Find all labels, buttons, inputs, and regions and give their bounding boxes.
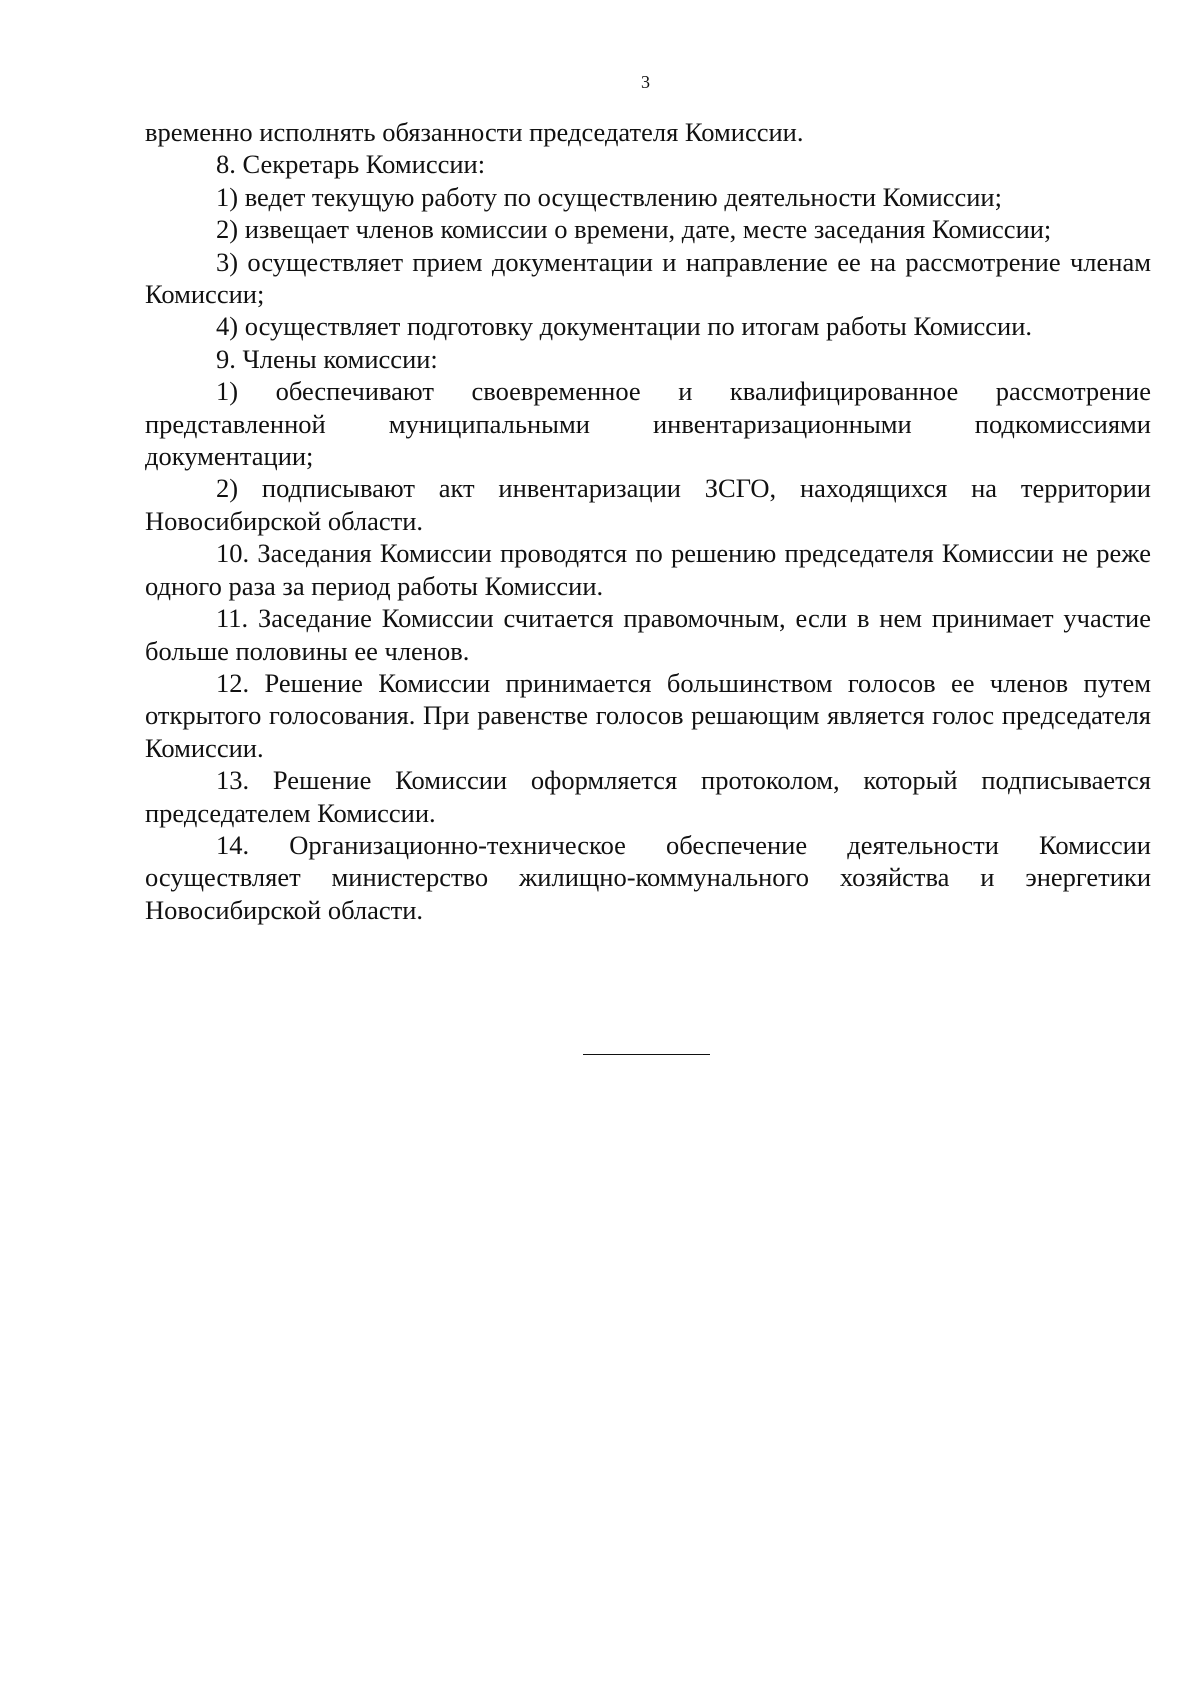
document-body bbox=[145, 116, 1151, 926]
clause-9-item-2: 2) подписывают акт инвентаризации ЗСГО, находящихся на территории Новосибирской области. bbox=[145, 473, 1151, 536]
clause-8-item-3: 3) осуществляет прием документации и направление ее на рассмотрение членам Комиссии; bbox=[145, 246, 1151, 310]
clause-10: 10. Заседания Комиссии проводятся по решению председателя Комиссии не реже одного раза за период работы Комиссии. bbox=[145, 538, 1151, 601]
clause-11: 11. Заседание Комиссии считается правомочным, если в нем принимает участие больше половины ее членов. bbox=[145, 603, 1151, 666]
clause-8-item-4: 4) осуществляет подготовку документации по итогам работы Комиссии. bbox=[216, 311, 1033, 342]
end-of-document-rule bbox=[583, 1054, 710, 1055]
clause-9-heading: 9. Члены комиссии: bbox=[216, 343, 438, 374]
clause-12: 12. Решение Комиссии принимается большинством голосов ее членов путем открытого голосования. При равенстве голосов решающим является голос председателя Комиссии. bbox=[145, 667, 1151, 763]
clause-14: 14. Организационно-техническое обеспечение деятельности Комиссии осуществляет министерство жилищно-коммунального хозяйства и энергетики Новосибирской области. bbox=[145, 829, 1151, 925]
clause-8-heading: 8. Секретарь Комиссии: bbox=[216, 149, 486, 180]
paragraph-continuation: временно исполнять обязанности председателя Комиссии. bbox=[145, 117, 804, 147]
clause-8-item-2: 2) извещает членов комиссии о времени, дате, месте заседания Комиссии; bbox=[216, 214, 1052, 245]
clause-8-item-1: 1) ведет текущую работу по осуществлению деятельности Комиссии; bbox=[216, 181, 1002, 212]
clause-9-item-1: 1) обеспечивают своевременное и квалифицированное рассмотрение представленной муниципальными инвентаризационными подкомиссиями документации; bbox=[145, 376, 1151, 472]
page-number: 3 bbox=[641, 72, 650, 92]
clause-13: 13. Решение Комиссии оформляется протоколом, который подписывается председателем Комиссии. bbox=[145, 765, 1151, 828]
